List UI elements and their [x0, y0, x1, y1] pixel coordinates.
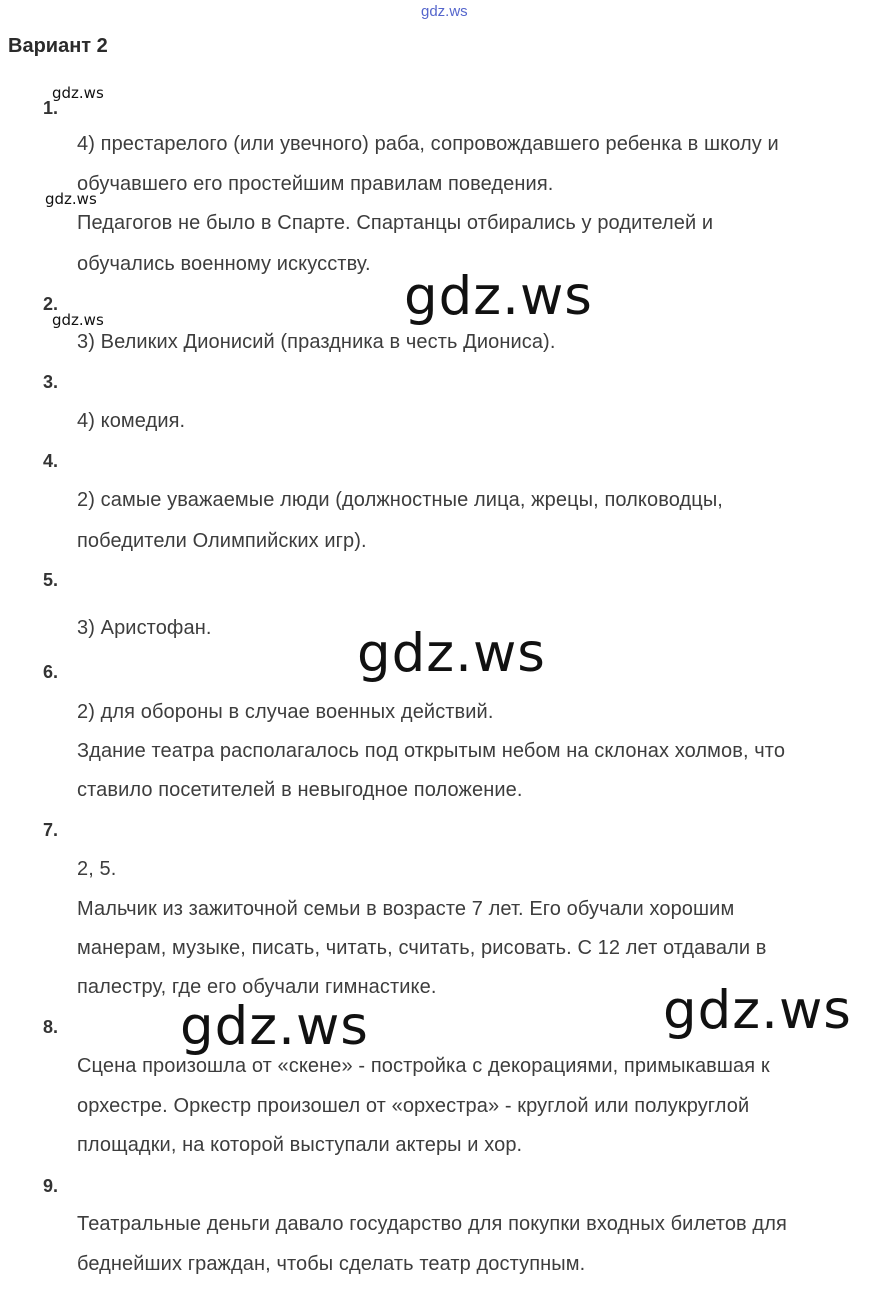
answer-line: 3) Аристофан. — [77, 617, 212, 639]
watermark-small: gdz.ws — [52, 84, 104, 102]
answer-line: 4) престарелого (или увечного) раба, сопровождавшего ребенка в школу и — [77, 133, 779, 155]
watermark-large: gdz.ws — [180, 996, 369, 1057]
question-number-7: 7. — [43, 820, 59, 840]
answer-line: Мальчик из зажиточной семьи в возрасте 7 лет. Его обучали хорошим — [77, 898, 735, 920]
watermark-top: gdz.ws — [421, 3, 468, 20]
answer-line: 2) самые уважаемые люди (должностные лица, жрецы, полководцы, — [77, 489, 723, 511]
question-number-9: 9. — [43, 1176, 59, 1196]
answer-line: беднейших граждан, чтобы сделать театр доступным. — [77, 1253, 586, 1275]
answer-line: Сцена произошла от «скене» - постройка с декорациями, примыкавшая к — [77, 1055, 770, 1077]
question-number-1: 1. — [43, 98, 59, 118]
answer-line: манерам, музыке, писать, читать, считать, рисовать. С 12 лет отдавали в — [77, 937, 767, 959]
answer-line: палестру, где его обучали гимнастике. — [77, 976, 437, 998]
question-number-2: 2. — [43, 294, 59, 314]
question-number-6: 6. — [43, 662, 59, 682]
answer-line: Театральные деньги давало государство для покупки входных билетов для — [77, 1213, 787, 1235]
answer-line: победители Олимпийских игр). — [77, 530, 367, 552]
answer-line: орхестре. Оркестр произошел от «орхестра» - круглой или полукруглой — [77, 1095, 750, 1117]
watermark-large: gdz.ws — [357, 623, 546, 684]
answer-line: ставило посетителей в невыгодное положение. — [77, 779, 523, 801]
answer-line: 2) для обороны в случае военных действий. — [77, 701, 494, 723]
answer-line: 2, 5. — [77, 858, 117, 880]
page-title: Вариант 2 — [8, 35, 108, 57]
answer-line: 4) комедия. — [77, 410, 186, 432]
question-number-3: 3. — [43, 372, 59, 392]
watermark-large: gdz.ws — [663, 980, 852, 1041]
answer-line: площадки, на которой выступали актеры и хор. — [77, 1134, 523, 1156]
answer-line: обучавшего его простейшим правилам поведения. — [77, 173, 554, 195]
answer-line: 3) Великих Дионисий (праздника в честь Диониса). — [77, 331, 556, 353]
watermark-small: gdz.ws — [45, 190, 97, 208]
answer-line: Здание театра располагалось под открытым небом на склонах холмов, что — [77, 740, 786, 762]
answer-line: обучались военному искусству. — [77, 253, 371, 275]
answer-line: Педагогов не было в Спарте. Спартанцы отбирались у родителей и — [77, 212, 714, 234]
watermark-large: gdz.ws — [404, 266, 593, 327]
watermark-small: gdz.ws — [52, 311, 104, 329]
question-number-5: 5. — [43, 570, 59, 590]
question-number-4: 4. — [43, 451, 59, 471]
question-number-8: 8. — [43, 1017, 59, 1037]
